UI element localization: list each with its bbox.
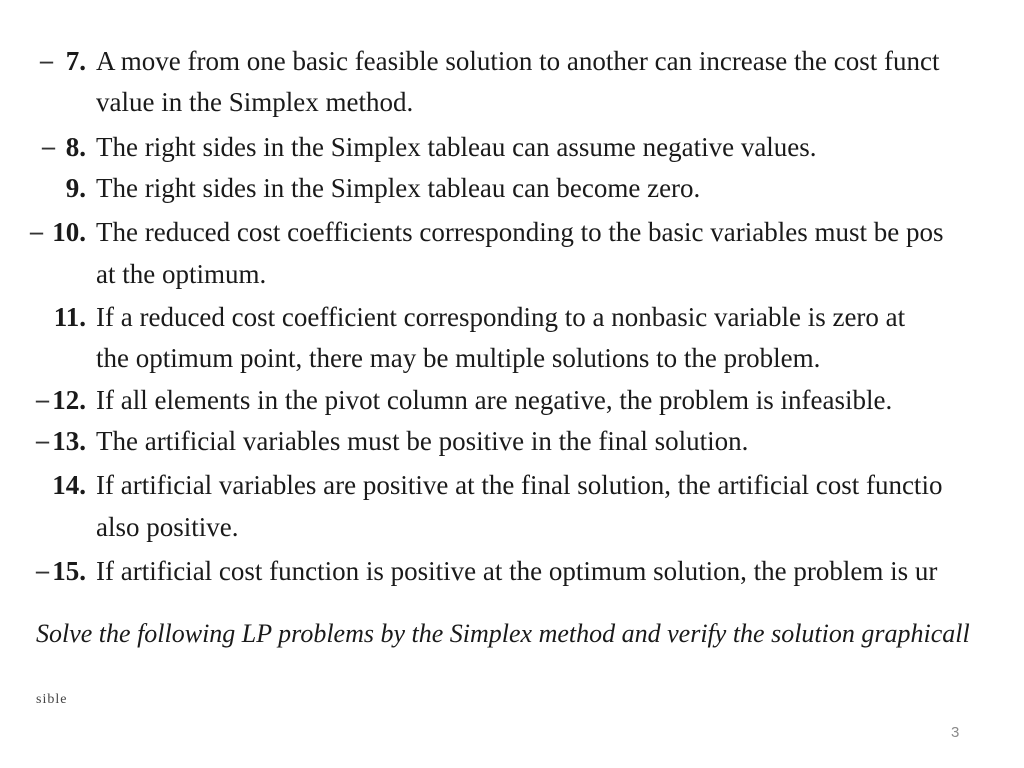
question-number: 14. [52,470,86,500]
check-mark: – [42,132,55,161]
scanned-page [0,30,970,707]
question-number: 9. [65,173,86,203]
question-text-continued: at the optimum. [96,259,267,289]
question-text-continued: the optimum point, there may be multiple solutions to the problem. [96,343,821,373]
question-text-continued: also positive. [96,512,239,542]
check-mark: – [36,385,49,414]
slide-page-number: 3 [951,724,960,741]
question-text: The right sides in the Simplex tableau can assume negative values. [96,132,817,162]
question-text-continued: value in the Simplex method. [96,87,414,117]
check-mark: – [30,217,43,246]
question-number: 11. [53,302,86,332]
question-text: If all elements in the pivot column are negative, the problem is infeasible. [96,385,893,415]
question-number: 7. [65,46,86,76]
question-number: 8. [65,132,86,162]
question-text: The reduced cost coefficients corresponding to the basic variables must be pos [96,217,944,247]
question-number: 13. [52,426,86,456]
exercise-instruction: Solve the following LP problems by the Simplex method and verify the solution graphicall [36,619,970,648]
question-text: If artificial variables are positive at the final solution, the artificial cost functio [96,470,943,500]
cut-off-line: sible [36,692,68,707]
question-number: 12. [52,385,86,415]
question-number: 15. [52,556,86,586]
question-text: The right sides in the Simplex tableau can become zero. [96,173,701,203]
check-mark: – [36,556,49,585]
question-number: 10. [52,217,86,247]
question-text: A move from one basic feasible solution to another can increase the cost funct [96,46,940,76]
question-text: The artificial variables must be positive in the final solution. [96,426,749,456]
check-mark: – [36,426,49,455]
question-text: If artificial cost function is positive at the optimum solution, the problem is ur [96,556,938,586]
question-text: If a reduced cost coefficient corresponding to a nonbasic variable is zero at [96,302,906,332]
check-mark: – [40,46,53,75]
